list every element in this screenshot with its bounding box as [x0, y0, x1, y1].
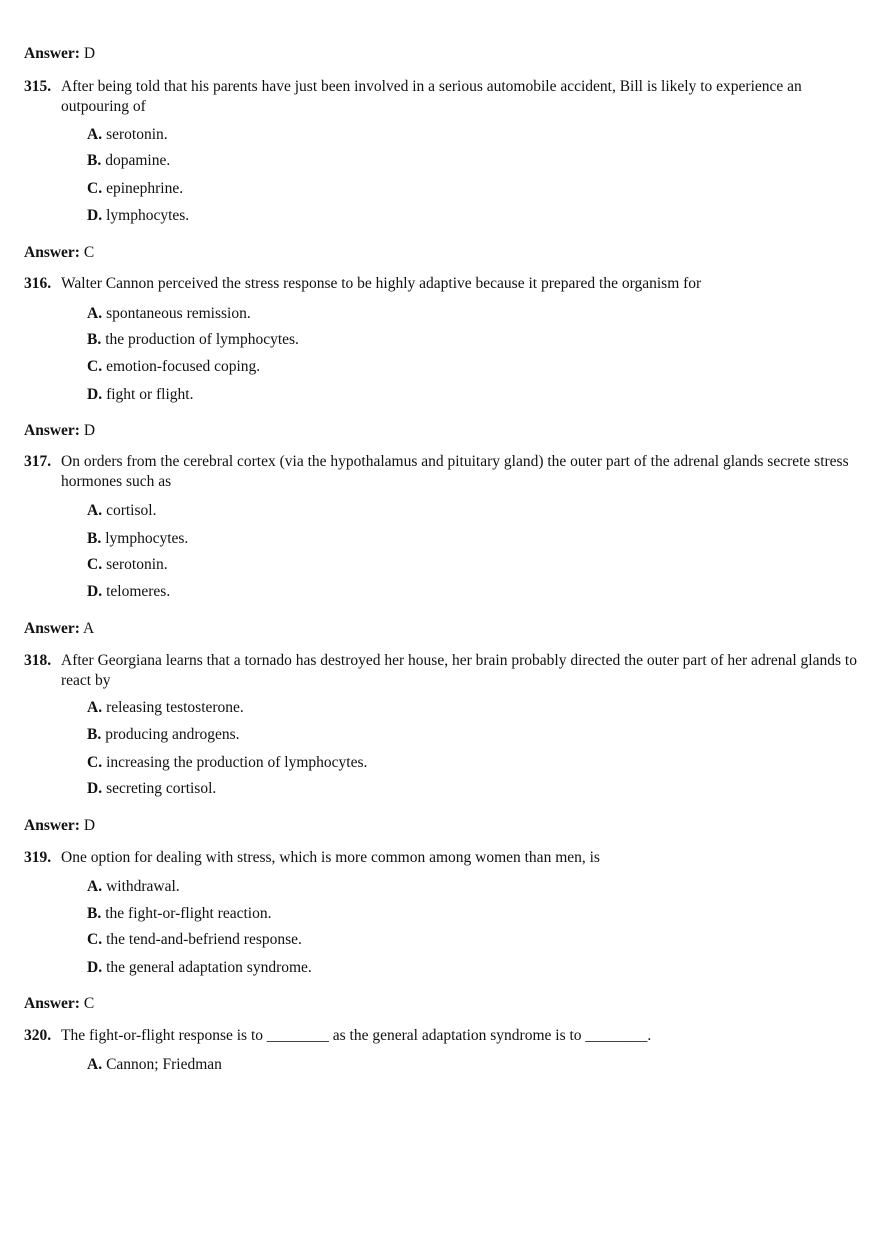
option-a: [87, 125, 168, 145]
option-letter: D.: [87, 780, 103, 797]
question-text: On orders from the cerebral cortex (via the hypothalamus and pituitary gland) the outer part of the adrenal glands secrete stress hormones such as: [61, 453, 849, 490]
option-letter: A.: [87, 502, 103, 519]
option-text: secreting cortisol.: [106, 780, 217, 797]
option-a: [87, 877, 180, 897]
option-d: [87, 582, 170, 602]
option-text: fight or flight.: [106, 386, 194, 403]
option-c: [87, 357, 260, 377]
answer-value: D: [83, 422, 96, 439]
option-c: [87, 930, 302, 950]
option-d: [87, 779, 216, 799]
question-text: Walter Cannon perceived the stress response to be highly adaptive because it prepared the organism for: [61, 275, 702, 292]
answer-value: A: [83, 620, 95, 637]
question-number: 320.: [24, 1027, 52, 1044]
option-c: [87, 555, 168, 575]
option-b: [87, 151, 170, 171]
option-text: epinephrine.: [106, 180, 184, 197]
answer-line: [24, 421, 95, 441]
answer-label: Answer:: [24, 995, 80, 1012]
option-text: Cannon; Friedman: [106, 1056, 222, 1073]
option-letter: A.: [87, 305, 103, 322]
answer-line: [24, 44, 95, 64]
option-text: the production of lymphocytes.: [105, 331, 299, 348]
answer-line: [24, 243, 94, 263]
option-letter: B.: [87, 152, 102, 169]
question-number: 319.: [24, 849, 52, 866]
option-letter: D.: [87, 207, 103, 224]
option-letter: B.: [87, 726, 102, 743]
question-320: [24, 1026, 860, 1046]
option-letter: B.: [87, 530, 102, 547]
option-a: [87, 1055, 222, 1075]
option-letter: C.: [87, 358, 103, 375]
answer-label: Answer:: [24, 422, 80, 439]
question-319: [24, 848, 860, 868]
answer-label: Answer:: [24, 620, 80, 637]
answer-value: C: [83, 244, 95, 261]
answer-label: Answer:: [24, 817, 80, 834]
option-letter: D.: [87, 583, 103, 600]
option-b: [87, 330, 299, 350]
option-b: [87, 529, 188, 549]
option-c: [87, 753, 367, 773]
option-b: [87, 725, 240, 745]
answer-value: D: [83, 817, 96, 834]
option-letter: A.: [87, 878, 103, 895]
question-text: After being told that his parents have just been involved in a serious automobile accident, Bill is likely to experience an outpouring of: [61, 78, 802, 115]
option-letter: C.: [87, 180, 103, 197]
option-letter: A.: [87, 126, 103, 143]
option-d: [87, 385, 193, 405]
question-text: After Georgiana learns that a tornado has destroyed her house, her brain probably directed the outer part of her adrenal glands to react by: [61, 652, 857, 689]
answer-line: [24, 619, 94, 639]
question-315: [24, 77, 860, 116]
question-number: 317.: [24, 453, 52, 470]
option-letter: D.: [87, 386, 103, 403]
question-number: 316.: [24, 275, 52, 292]
answer-line: [24, 994, 94, 1014]
option-letter: C.: [87, 556, 103, 573]
question-number: 318.: [24, 652, 52, 669]
option-letter: A.: [87, 699, 103, 716]
option-a: [87, 698, 244, 718]
option-text: spontaneous remission.: [106, 305, 251, 322]
option-text: serotonin.: [106, 126, 168, 143]
question-number: 315.: [24, 78, 52, 95]
answer-label: Answer:: [24, 45, 80, 62]
option-text: dopamine.: [105, 152, 171, 169]
option-text: serotonin.: [106, 556, 168, 573]
option-text: producing androgens.: [105, 726, 240, 743]
option-letter: D.: [87, 959, 103, 976]
question-text: One option for dealing with stress, which is more common among women than men, is: [61, 849, 600, 866]
option-letter: A.: [87, 1056, 103, 1073]
option-text: the general adaptation syndrome.: [106, 959, 312, 976]
option-letter: C.: [87, 931, 103, 948]
option-letter: B.: [87, 905, 102, 922]
option-text: increasing the production of lymphocytes.: [106, 754, 368, 771]
question-316: [24, 274, 860, 294]
option-text: emotion-focused coping.: [106, 358, 261, 375]
answer-line: [24, 816, 95, 836]
option-d: [87, 206, 189, 226]
option-text: withdrawal.: [106, 878, 180, 895]
option-d: [87, 958, 312, 978]
option-text: releasing testosterone.: [106, 699, 244, 716]
option-letter: B.: [87, 331, 102, 348]
option-text: cortisol.: [106, 502, 157, 519]
option-c: [87, 179, 183, 199]
question-text: The fight-or-flight response is to ________ as the general adaptation syndrome is to ________.: [61, 1027, 652, 1044]
option-text: the tend-and-befriend response.: [106, 931, 302, 948]
option-b: [87, 904, 271, 924]
answer-value: C: [83, 995, 95, 1012]
answer-value: D: [83, 45, 96, 62]
answer-label: Answer:: [24, 244, 80, 261]
option-text: telomeres.: [106, 583, 171, 600]
option-text: lymphocytes.: [106, 207, 190, 224]
option-a: [87, 304, 251, 324]
option-text: lymphocytes.: [105, 530, 189, 547]
option-text: the fight-or-flight reaction.: [105, 905, 272, 922]
question-317: [24, 452, 860, 491]
option-a: [87, 501, 156, 521]
option-letter: C.: [87, 754, 103, 771]
question-318: [24, 651, 860, 690]
